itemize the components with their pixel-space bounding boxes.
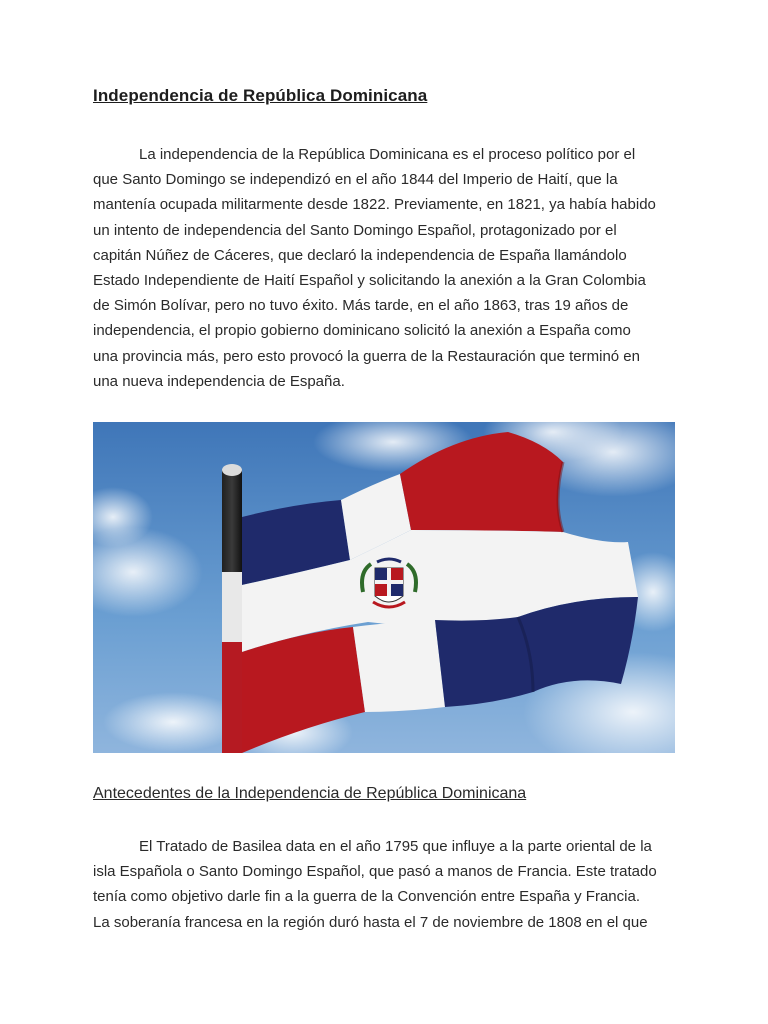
- document-title: Independencia de República Dominicana: [93, 86, 428, 105]
- flag-pole: [222, 464, 242, 753]
- paragraph-line: tenía como objetivo darle fin a la guerra de la Convención entre España y Francia.: [93, 888, 640, 906]
- paragraph-line: que Santo Domingo se independizó en el año 1844 del Imperio de Haití, que la: [93, 171, 618, 189]
- section-subtitle: Antecedentes de la Independencia de República Dominicana: [93, 785, 527, 802]
- paragraph-line: de Simón Bolívar, pero no tuvo éxito. Más tarde, en el año 1863, tras 19 años de: [93, 297, 629, 315]
- paragraph-line: capitán Núñez de Cáceres, que declaró la independencia de España llamándolo: [93, 246, 627, 264]
- paragraph-line: La soberanía francesa en la región duró hasta el 7 de noviembre de 1808 en el que: [93, 913, 648, 931]
- paragraph-line: El Tratado de Basilea data en el año 1795 que influye a la parte oriental de la: [139, 838, 652, 855]
- paragraph-line: una nueva independencia de España.: [93, 372, 345, 390]
- paragraph-line: una provincia más, pero esto provocó la guerra de la Restauración que terminó en: [93, 347, 640, 365]
- paragraph-line: un intento de independencia del Santo Domingo Español, protagonizado por el: [93, 221, 617, 239]
- paragraph-line: isla Española o Santo Domingo Español, que pasó a manos de Francia. Este tratado: [93, 863, 657, 881]
- flag-white-bottom: [353, 620, 445, 712]
- paragraph-line: La independencia de la República Dominicana es el proceso político por el: [139, 146, 636, 163]
- flag-photo: [93, 422, 675, 753]
- paragraph-background: [93, 834, 693, 935]
- paragraph-independence: [93, 142, 693, 394]
- paragraph-line: Estado Independiente de Haití Español y solicitando la anexión a la Gran Colombia: [93, 271, 646, 289]
- paragraph-line: independencia, el propio gobierno dominicano solicitó la anexión a España como: [93, 322, 631, 340]
- paragraph-line: mantenía ocupada militarmente desde 1822. Previamente, en 1821, ya había habido: [93, 196, 656, 214]
